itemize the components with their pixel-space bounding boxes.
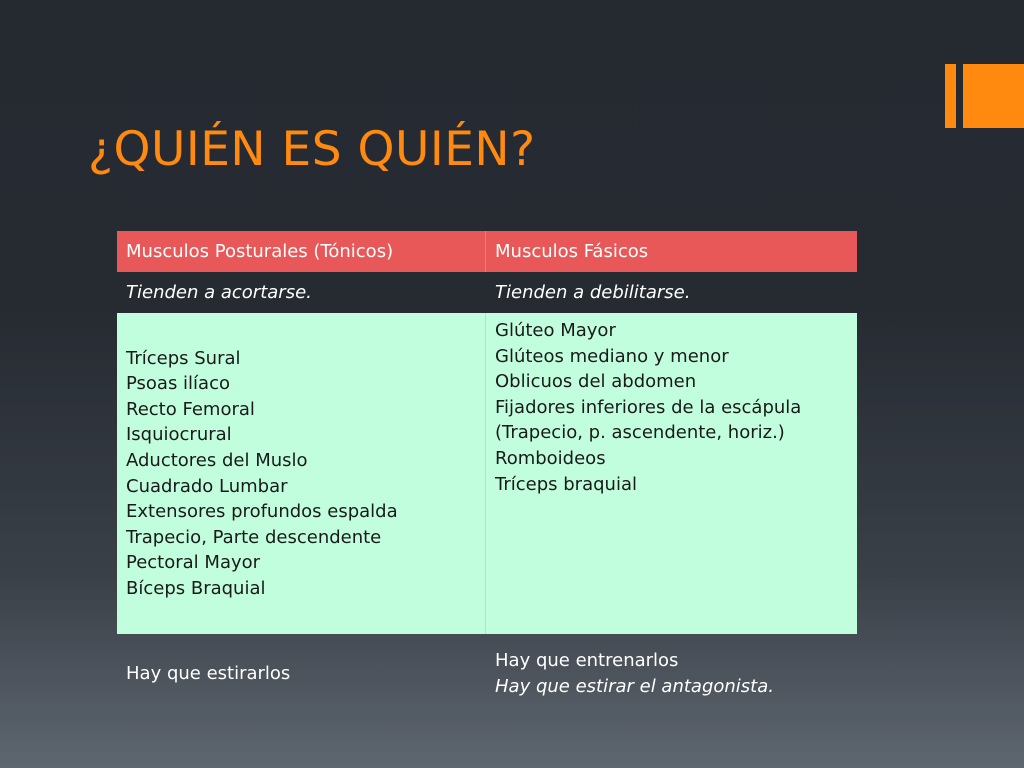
list-item: Romboideos (495, 447, 606, 469)
slide-title: ¿QUIÉN ES QUIÉN? (88, 122, 536, 177)
recommendation-postural (117, 634, 486, 713)
list-item: Pectoral Mayor (126, 552, 261, 574)
header-postural: Musculos Posturales (Tónicos) (117, 231, 486, 272)
tendency-phasic: Tienden a debilitarse. (495, 281, 691, 303)
list-item: Tríceps Sural (126, 347, 241, 369)
tendency-postural: Tienden a acortarse. (126, 281, 312, 303)
list-item: Cuadrado Lumbar (126, 475, 288, 497)
header-phasic: Musculos Fásicos (486, 231, 857, 272)
list-item: Aductores del Muslo (126, 449, 308, 471)
accent-bar-thick (963, 64, 1024, 128)
list-item: (Trapecio, p. ascendente, horiz.) (495, 422, 785, 444)
list-item: Isquiocrural (126, 424, 232, 446)
phasic-muscle-list (486, 313, 857, 634)
muscle-comparison-table (117, 231, 857, 713)
list-item: Extensores profundos espalda (126, 501, 398, 523)
accent-bar-thin (945, 64, 956, 128)
list-item: Tríceps braquial (495, 473, 637, 495)
list-item: Psoas ilíaco (126, 373, 231, 395)
recommendation-text: Hay que entrenarlos (495, 649, 679, 671)
recommendation-text: Hay que estirarlos (126, 662, 291, 684)
list-item: Fijadores inferiores de la escápula (495, 396, 802, 418)
list-item: Glúteos mediano y menor (495, 345, 729, 367)
postural-muscle-list (117, 313, 486, 634)
list-item: Oblicuos del abdomen (495, 371, 697, 393)
list-item: Glúteo Mayor (495, 320, 616, 341)
list-item: Recto Femoral (126, 398, 255, 420)
list-item: Bíceps Braquial (126, 577, 266, 599)
recommendation-text-italic: Hay que estirar el antagonista. (495, 675, 774, 697)
list-item: Trapecio, Parte descendente (126, 526, 382, 548)
recommendation-phasic (486, 634, 857, 713)
